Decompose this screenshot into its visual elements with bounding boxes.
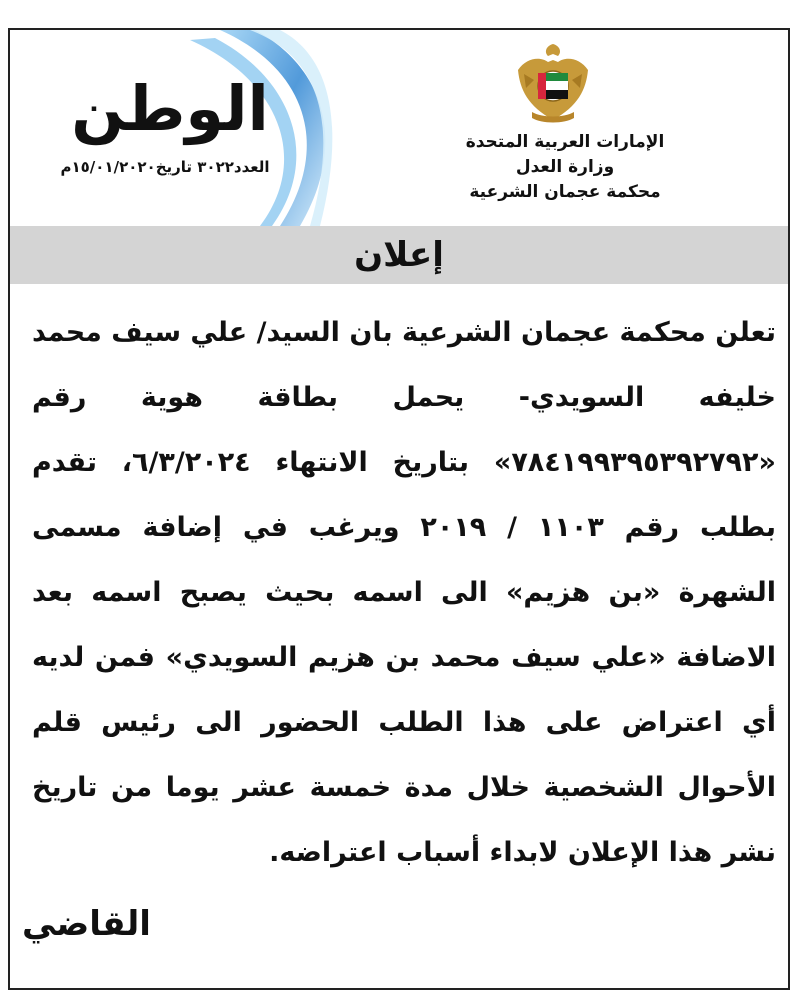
ministry-name: وزارة العدل xyxy=(515,157,615,177)
uae-emblem-icon xyxy=(508,40,598,130)
notice-body xyxy=(32,300,776,885)
header xyxy=(10,30,788,226)
court-name: محكمة عجمان الشرعية xyxy=(469,182,661,202)
country-name: الإمارات العربية المتحدة xyxy=(465,132,665,152)
judge-signature: القاضي xyxy=(22,904,151,944)
notice-frame xyxy=(8,28,790,990)
issue-date-line: العدد٣٠٢٢ تاريخ١٥/٠١/٢٠٢٠م xyxy=(60,158,270,176)
newspaper-logo-text: الوطن xyxy=(71,72,269,145)
issuing-authority xyxy=(430,130,700,205)
notice-title: إعلان xyxy=(10,226,788,284)
notice-body-paragraph: تعلن محكمة عجمان الشرعية بان السيد/ علي سيف محمد خليفه السويدي- يحمل بطاقة هوية رقم «٧٨٤١٩٩٣٩٥٣٩٢٧٩٢» بتاريخ الانتهاء ٦/٣/٢٠٢٤، تقدم بطلب رقم ١١٠٣ / ٢٠١٩ ويرغب في إضافة مسمى الشهرة «بن هزيم» الى اسمه بحيث يصبح اسمه بعد الاضافة «علي سيف محمد بن هزيم السويدي» فمن لديه أي اعتراض على هذا الطلب الحضور الى رئيس قلم الأحوال الشخصية خلال مدة خمسة عشر يوما من تاريخ نشر هذا الإعلان لابداء أسباب اعتراضه. xyxy=(32,317,776,868)
